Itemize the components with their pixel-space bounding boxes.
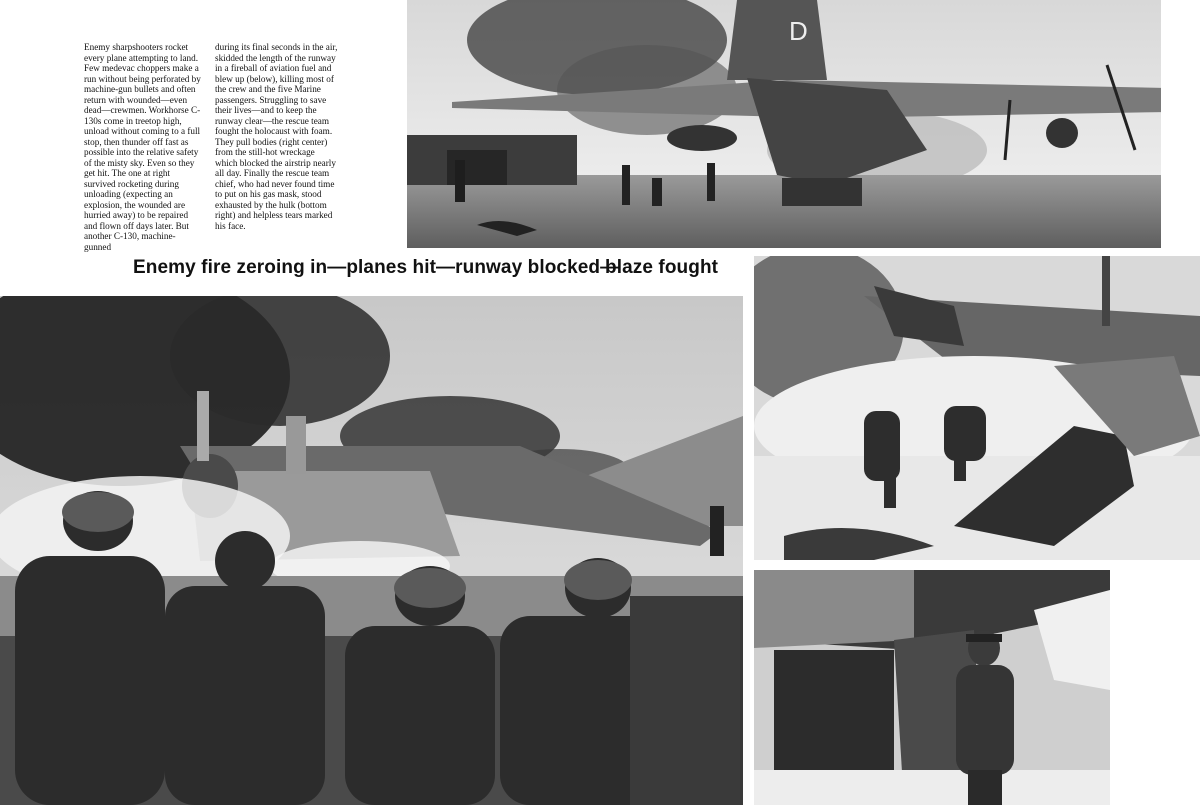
caption-column-2: during its final seconds in the air, skidded the length of the runway in a fireball of aviation fuel and blew up (below), killing most of the crew and the five Marine passengers. Struggling to save their lives—and to keep the runway clear—the rescue team fought the holocaust with foam. They pull bodies (right center) from the still-hot wreckage which blocked the airstrip nearly all day. Finally the rescue team chief, who had never found time to put on his gas mask, stood exhausted by the hulk (bottom right) and helpless tears marked his face. <box>215 42 338 231</box>
caption-column-1: Enemy sharpshooters rocket every plane attempting to land. Few medevac choppers make a run without being perforated by machine-gun bullets and often return with wounded—even dead—crewmen. Workhorse C-130s come in treetop high, unload without coming to a full stop, then thunder off fast as possible into the relative safety of the misty sky. Even so they get hit. The one at right survived rocketing during unloading (expecting an explosion, the wounded are hurried away) to be repaired and flown off days later. But another C-130, machine-gunned <box>84 42 201 252</box>
photo-c130-unloading <box>407 0 1161 248</box>
photo-burning-c130 <box>0 296 743 805</box>
photo-rescue-team-foam <box>754 256 1200 560</box>
headline-right: blaze fought <box>605 257 719 278</box>
tail-marking: D <box>789 16 808 46</box>
photo-rescue-chief <box>754 570 1110 805</box>
headline-left: Enemy fire zeroing in—planes hit—runway blocked— <box>133 257 620 278</box>
